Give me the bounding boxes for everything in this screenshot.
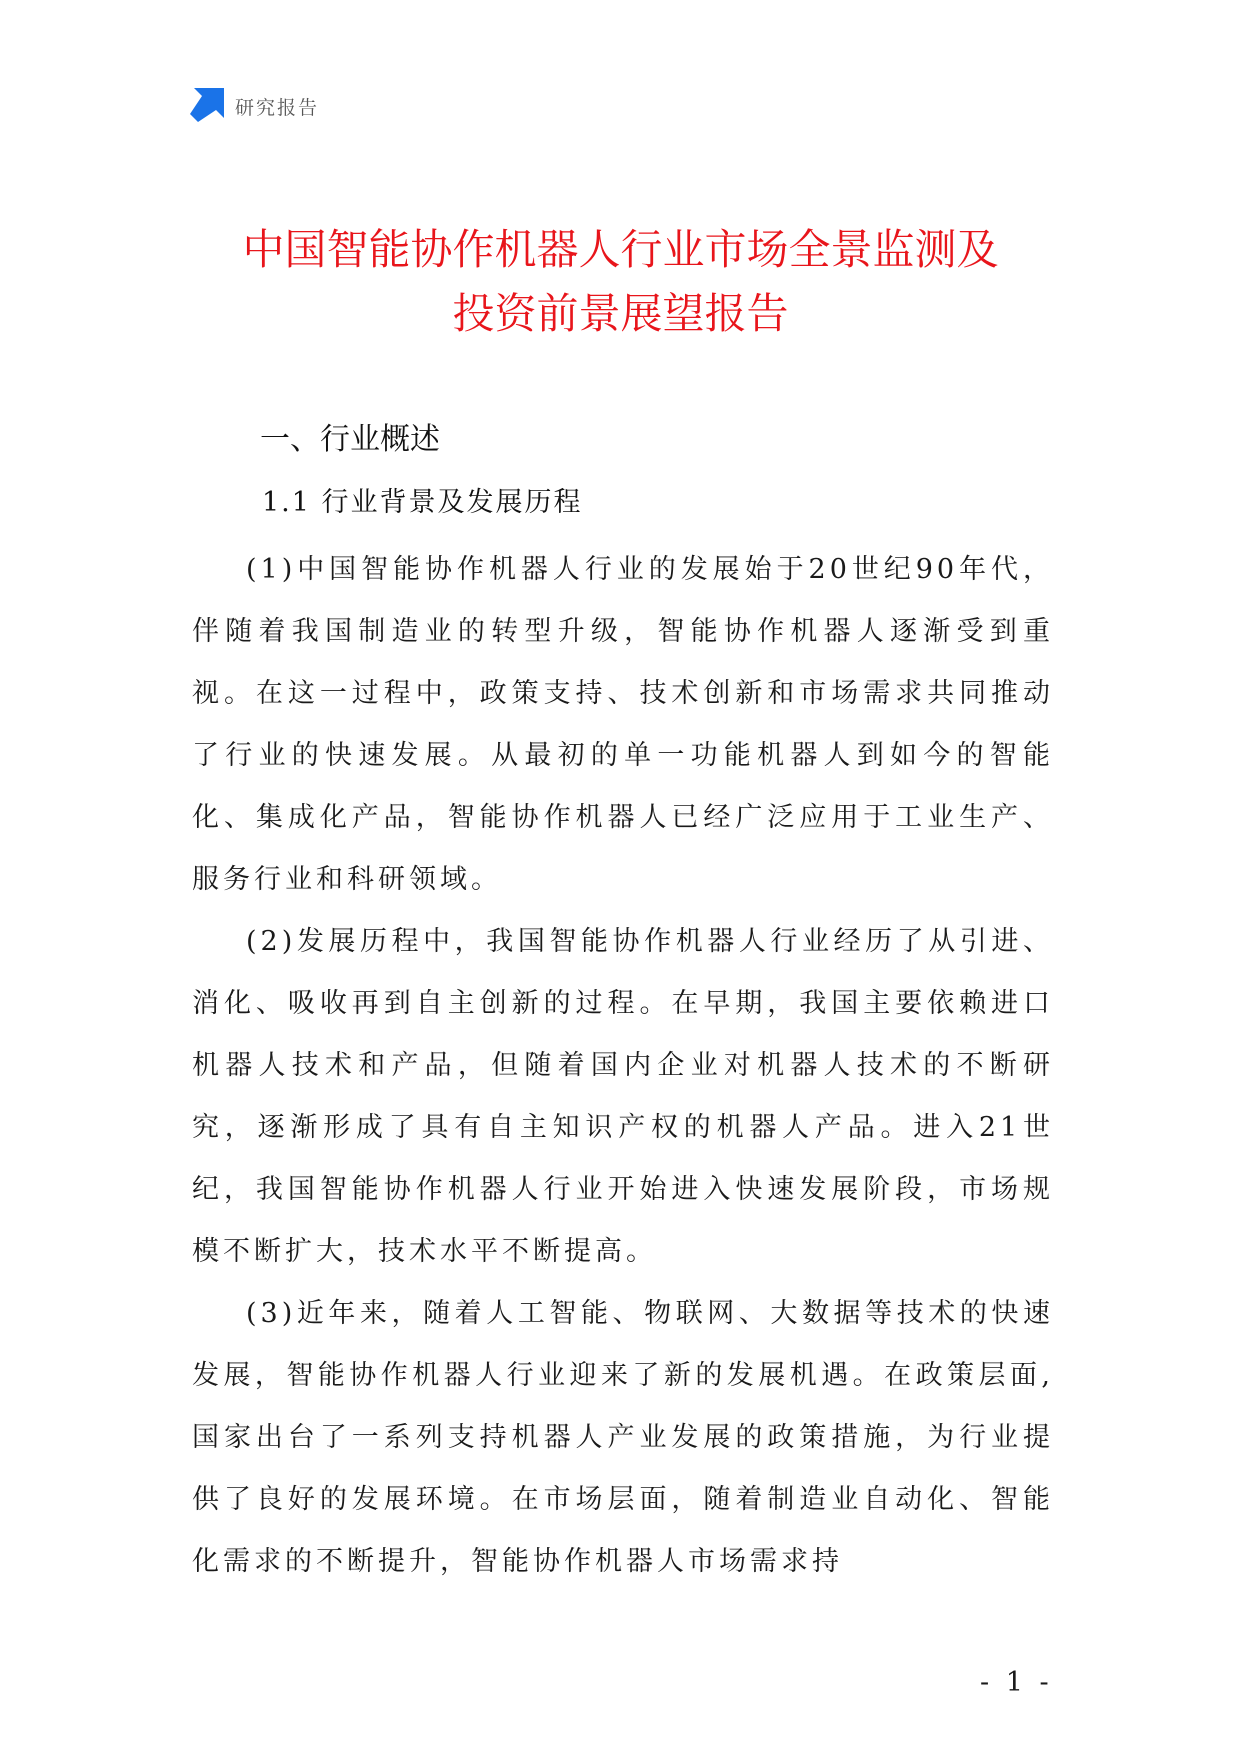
paragraph-3: (3)近年来，随着人工智能、物联网、大数据等技术的快速发展，智能协作机器人行业迎来了新的发展机遇。在政策层面,国家出台了一系列支持机器人产业发展的政策措施，为行业提供了良好的发展环境。在市场层面，随着制造业自动化、智能化需求的不断提升，智能协作机器人市场需求持 bbox=[192, 1298, 1054, 1577]
arrow-up-right-icon bbox=[190, 88, 224, 122]
paragraph-2: (2)发展历程中，我国智能协作机器人行业经历了从引进、消化、吸收再到自主创新的过程。在早期，我国主要依赖进口机器人技术和产品，但随着国内企业对机器人技术的不断研究，逐渐形成了具有自主知识产权的机器人产品。进入21世纪，我国智能协作机器人行业开始进入快速发展阶段，市场规模不断扩大，技术水平不断提高。 bbox=[192, 926, 1054, 1267]
body-text bbox=[192, 539, 1054, 1593]
title-line-2: 投资前景展望报告 bbox=[452, 289, 789, 338]
section-heading: 一、行业概述 bbox=[260, 422, 440, 457]
subsection-heading: 1.1 行业背景及发展历程 bbox=[262, 487, 583, 518]
title-line-1: 中国智能协作机器人行业市场全景监测及 bbox=[242, 225, 999, 274]
document-title bbox=[0, 218, 1241, 346]
page-number: - 1 - bbox=[980, 1667, 1053, 1698]
report-type-label: 研究报告 bbox=[235, 97, 320, 119]
paragraph-1: (1)中国智能协作机器人行业的发展始于20世纪90年代，伴随着我国制造业的转型升级，智能协作机器人逐渐受到重视。在这一过程中，政策支持、技术创新和市场需求共同推动了行业的快速发展。从最初的单一功能机器人到如今的智能化、集成化产品，智能协作机器人已经广泛应用于工业生产、服务行业和科研领域。 bbox=[192, 554, 1054, 895]
